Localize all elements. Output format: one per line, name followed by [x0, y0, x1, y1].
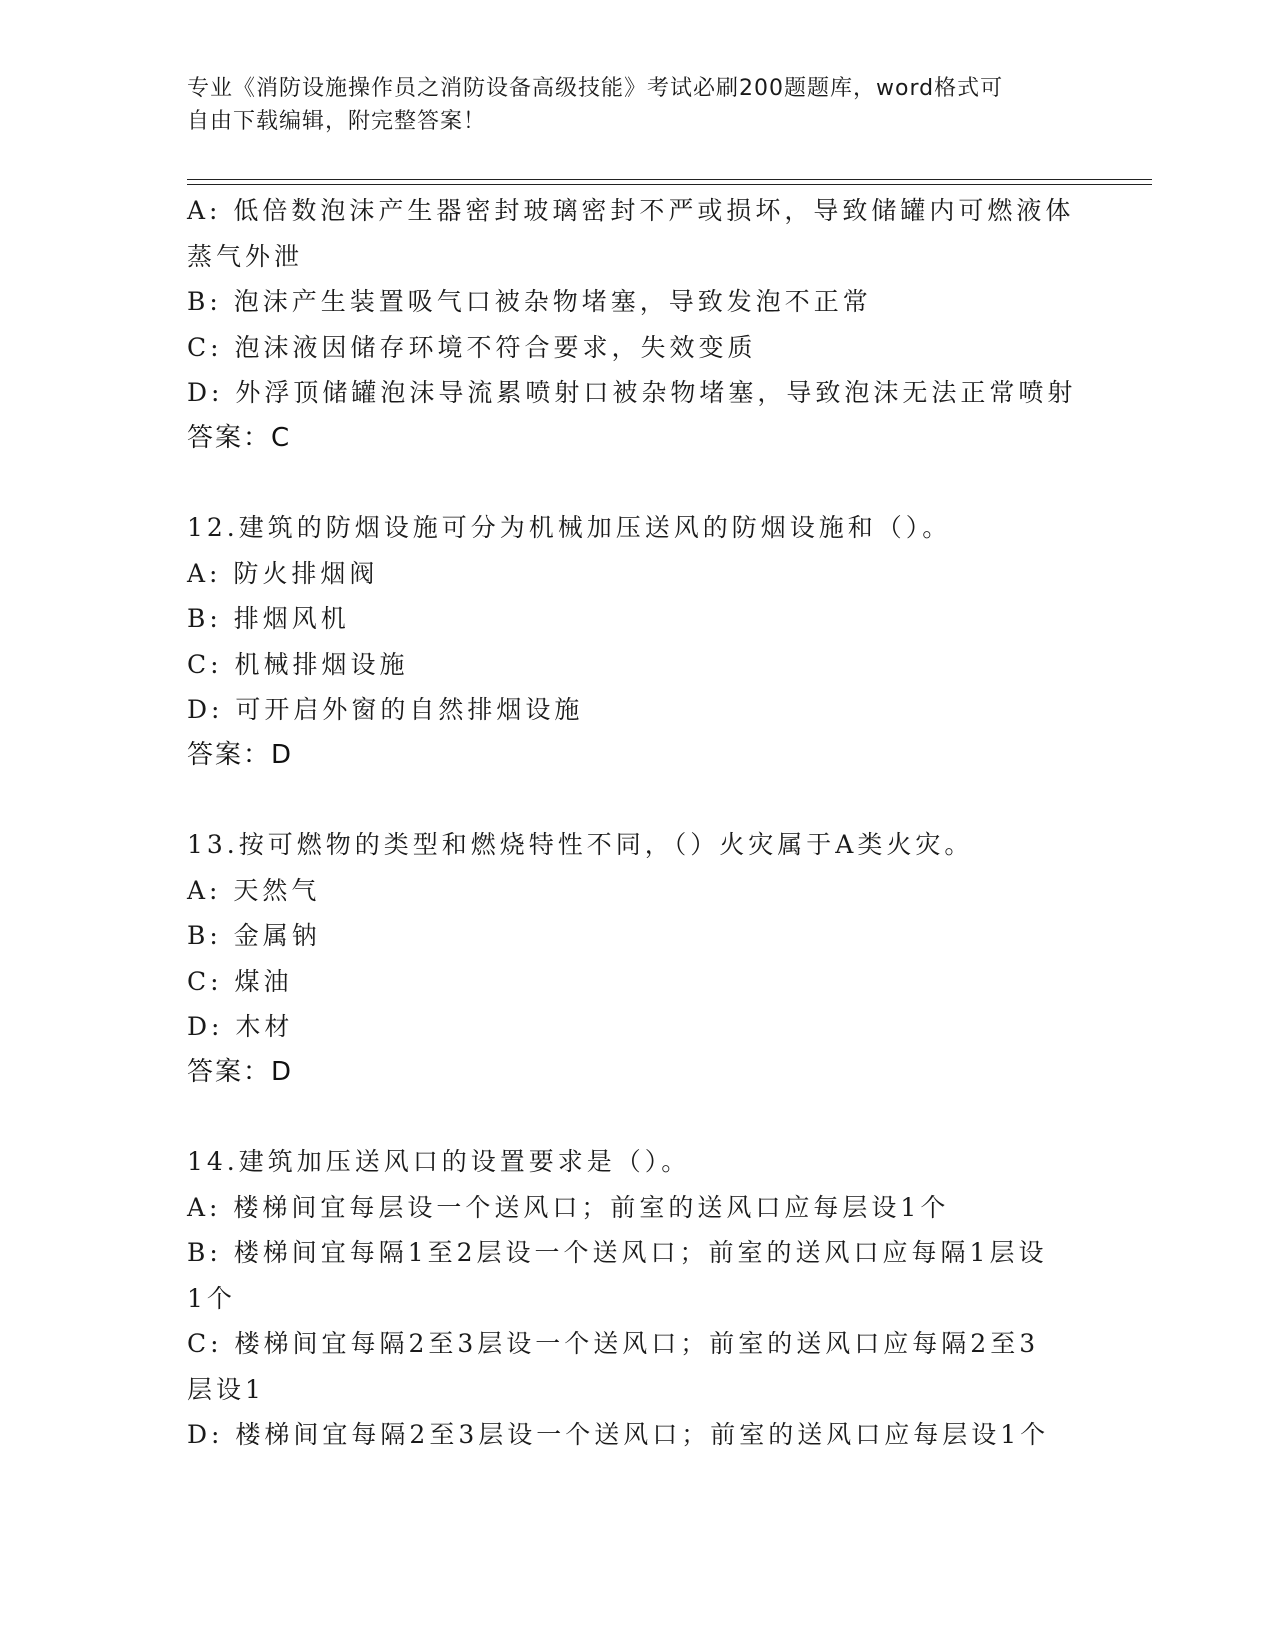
- option-b: B: 楼梯间宜每隔1至2层设一个送风口；前室的送风口应每隔1层设: [187, 1238, 1048, 1267]
- question-14-block: [187, 1139, 1077, 1458]
- option-b: B: 金属钠: [187, 921, 321, 950]
- option-b: B: 排烟风机: [187, 604, 350, 633]
- document-header: [187, 72, 1067, 138]
- answer: 答案：D: [187, 1056, 294, 1087]
- question-text: 14.建筑加压送风口的设置要求是（）。: [187, 1147, 691, 1176]
- option-c: C: 机械排烟设施: [187, 649, 409, 679]
- spacer: [187, 461, 1077, 505]
- option-a: A: 防火排烟阀: [187, 558, 379, 588]
- question-list: [187, 188, 1077, 1458]
- spacer: [187, 1095, 1077, 1139]
- header-line-2: 自由下载编辑，附完整答案！: [187, 109, 487, 134]
- question-text: 12.建筑的防烟设施可分为机械加压送风的防烟设施和（）。: [187, 513, 952, 542]
- question-12-block: [187, 505, 1077, 778]
- question-13-block: [187, 822, 1077, 1095]
- answer: 答案：D: [187, 739, 294, 770]
- answer: 答案：C: [187, 422, 292, 453]
- option-c: C: 煤油: [187, 966, 293, 996]
- spacer: [187, 778, 1077, 822]
- option-d: D: 楼梯间宜每隔2至3层设一个送风口；前室的送风口应每层设1个: [187, 1420, 1050, 1449]
- option-c: C: 泡沫液因储存环境不符合要求，失效变质: [187, 332, 757, 362]
- option-c-continued: 层设1: [187, 1374, 265, 1404]
- question-11-block: [187, 188, 1077, 461]
- option-d: D: 外浮顶储罐泡沫导流累喷射口被杂物堵塞，导致泡沫无法正常喷射: [187, 378, 1077, 407]
- option-a: A: 天然气: [187, 875, 321, 905]
- option-c: C: 楼梯间宜每隔2至3层设一个送风口；前室的送风口应每隔2至3: [187, 1329, 1040, 1358]
- option-d: D: 可开启外窗的自然排烟设施: [187, 695, 584, 724]
- option-d: D: 木材: [187, 1012, 294, 1041]
- option-a: A: 楼梯间宜每层设一个送风口；前室的送风口应每层设1个: [187, 1192, 950, 1222]
- question-text: 13.按可燃物的类型和燃烧特性不同，（）火灾属于A类火灾。: [187, 830, 974, 859]
- header-rule-top: [187, 179, 1152, 180]
- header-line-1: 专业《消防设施操作员之消防设备高级技能》考试必刷200题题库，word格式可: [187, 76, 1004, 101]
- option-a: A: 低倍数泡沫产生器密封玻璃密封不严或损坏，导致储罐内可燃液体: [187, 196, 1075, 225]
- header-rule-bottom: [187, 184, 1152, 185]
- option-b-continued: 1个: [187, 1283, 236, 1313]
- option-b: B: 泡沫产生装置吸气口被杂物堵塞，导致发泡不正常: [187, 287, 872, 316]
- option-a-continued: 蒸气外泄: [187, 241, 304, 271]
